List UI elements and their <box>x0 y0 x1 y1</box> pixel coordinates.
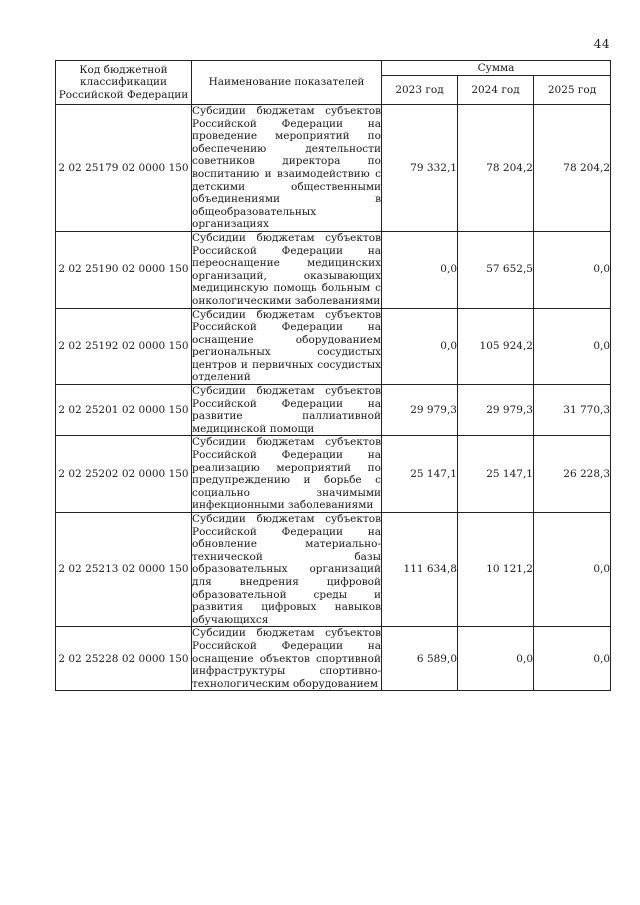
value-2025: 0,0 <box>534 513 611 627</box>
value-2023: 0,0 <box>382 308 458 385</box>
row-code: 2 02 25190 02 0000 150 <box>56 231 192 308</box>
table-row <box>56 385 611 436</box>
row-name: Субсидии бюджетам субъектов Российской Федерации на реализацию мероприятий по предупреждению и борьбе с социально значимыми инфекционными заболеваниями <box>192 436 381 512</box>
header-year-2024: 2024 год <box>458 76 534 105</box>
row-name: Субсидии бюджетам субъектов Российской Федерации на переоснащение медицинских организаций, оказывающих медицинскую помощь больным с онкологическими заболеваниями <box>192 231 381 307</box>
table-row <box>56 513 611 627</box>
row-name: Субсидии бюджетам субъектов Российской Федерации на проведение мероприятий по обеспечению деятельности советников директора по воспитанию и взаимодействию с детскими общественными объединениями в общеобразовательных организациях <box>192 105 381 231</box>
row-name: Субсидии бюджетам субъектов Российской Федерации на обновление материально-технической базы образовательных организаций для внедрения цифровой образовательной среды и развития цифровых навыков обучающихся <box>192 513 381 626</box>
value-2025: 0,0 <box>534 308 611 385</box>
value-2023: 6 589,0 <box>382 627 458 691</box>
table-row <box>56 627 611 691</box>
table-row <box>56 308 611 385</box>
value-2023: 29 979,3 <box>382 385 458 436</box>
value-2025: 26 228,3 <box>534 436 611 513</box>
header-name: Наименование показателей <box>192 61 382 105</box>
row-code: 2 02 25192 02 0000 150 <box>56 308 192 385</box>
value-2024: 29 979,3 <box>458 385 534 436</box>
value-2023: 0,0 <box>382 231 458 308</box>
table-row <box>56 436 611 513</box>
row-code: 2 02 25228 02 0000 150 <box>56 627 192 691</box>
row-code: 2 02 25201 02 0000 150 <box>56 385 192 436</box>
row-name: Субсидии бюджетам субъектов Российской Федерации на развитие паллиативной медицинской помощи <box>192 385 381 435</box>
value-2024: 57 652,5 <box>458 231 534 308</box>
value-2023: 79 332,1 <box>382 105 458 232</box>
value-2025: 31 770,3 <box>534 385 611 436</box>
value-2025: 0,0 <box>534 231 611 308</box>
value-2024: 105 924,2 <box>458 308 534 385</box>
value-2024: 78 204,2 <box>458 105 534 232</box>
header-year-2023: 2023 год <box>382 76 458 105</box>
table-row <box>56 231 611 308</box>
row-name: Субсидии бюджетам субъектов Российской Федерации на оснащение оборудованием региональных сосудистых центров и первичных сосудистых отделений <box>192 308 381 384</box>
table-row <box>56 105 611 232</box>
header-year-2025: 2025 год <box>534 76 611 105</box>
row-name: Субсидии бюджетам субъектов Российской Федерации на оснащение объектов спортивной инфраструктуры спортивно-технологическим оборудованием <box>192 627 381 690</box>
header-sum: Сумма <box>382 61 611 76</box>
page-number: 44 <box>593 37 610 51</box>
value-2023: 25 147,1 <box>382 436 458 513</box>
row-code: 2 02 25213 02 0000 150 <box>56 513 192 627</box>
value-2024: 10 121,2 <box>458 513 534 627</box>
value-2025: 78 204,2 <box>534 105 611 232</box>
budget-table <box>55 60 611 691</box>
row-code: 2 02 25202 02 0000 150 <box>56 436 192 513</box>
value-2023: 111 634,8 <box>382 513 458 627</box>
header-code: Код бюджетной классификации Российской Федерации <box>56 61 192 105</box>
value-2025: 0,0 <box>534 627 611 691</box>
row-code: 2 02 25179 02 0000 150 <box>56 105 192 232</box>
value-2024: 25 147,1 <box>458 436 534 513</box>
value-2024: 0,0 <box>458 627 534 691</box>
